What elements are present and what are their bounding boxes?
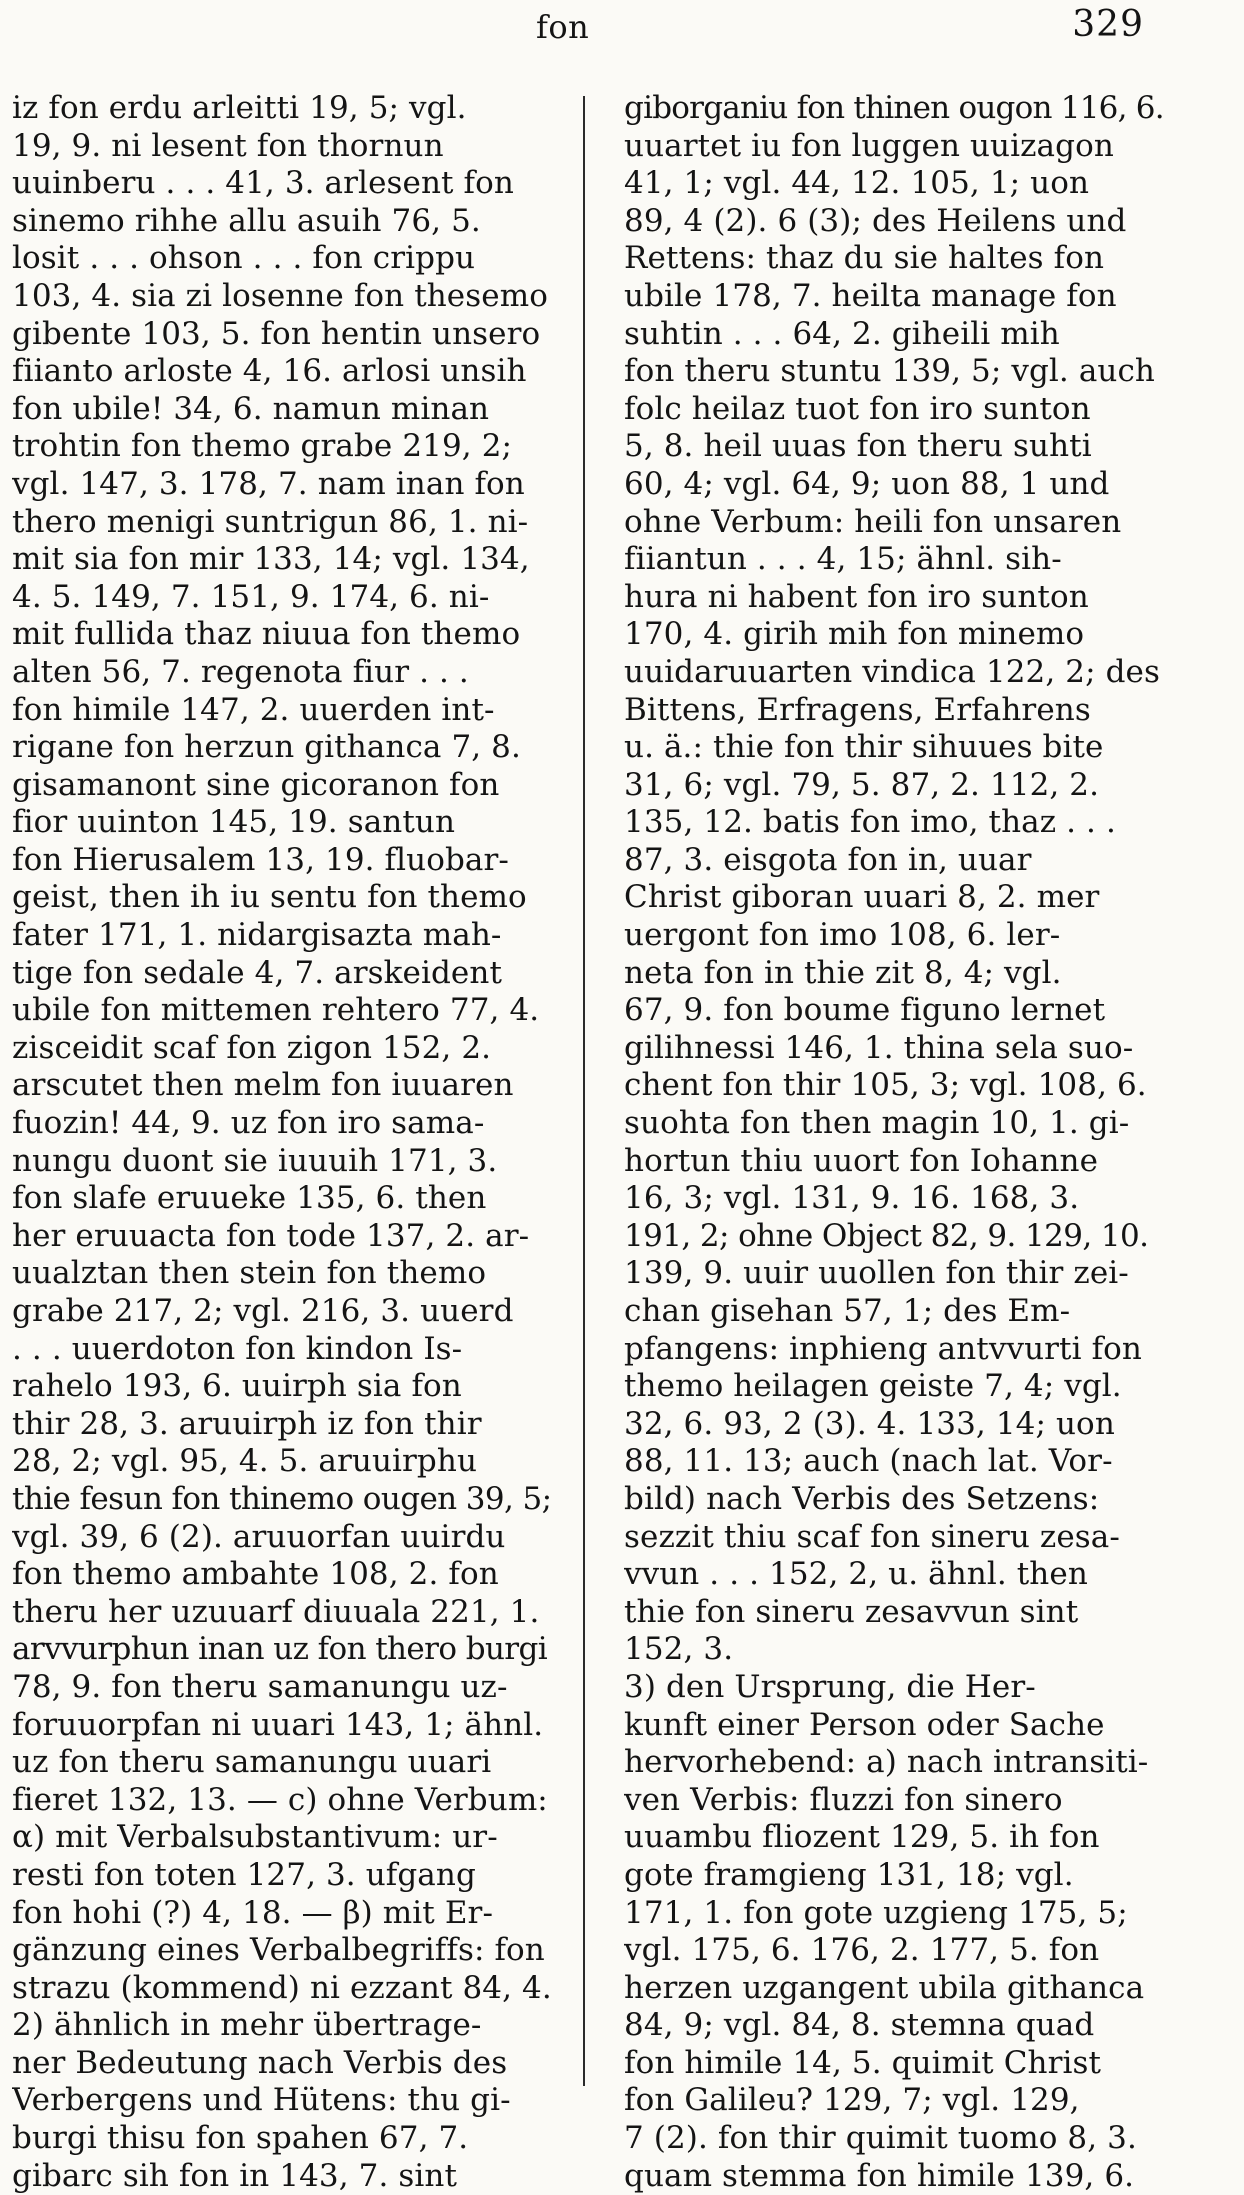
text-line: uuinberu . . . 41, 3. arlesent fon [12, 165, 514, 202]
text-line: fon ubile! 34, 6. namun minan [12, 390, 490, 427]
text-line: resti fon toten 127, 3. ufgang [12, 1856, 476, 1893]
page-number: 329 [1072, 4, 1144, 45]
text-line: gilihnessi 146, 1. thina sela suo- [624, 1029, 1134, 1066]
text-line: mit sia fon mir 133, 14; vgl. 134, [12, 541, 530, 578]
text-line: 170, 4. girih mih fon minemo [624, 616, 1085, 653]
text-line: folc heilaz tuot fon iro sunton [624, 390, 1091, 427]
text-line: fon himile 14, 5. quimit Christ [624, 2044, 1102, 2081]
text-line: Verbergens und Hütens: thu gi- [12, 2082, 511, 2119]
text-line: fior uuinton 145, 19. santun [12, 804, 456, 841]
text-line: losit . . . ohson . . . fon crippu [12, 240, 476, 277]
text-line: 84, 9; vgl. 84, 8. stemna quad [624, 2007, 1095, 2044]
text-line: rahelo 193, 6. uuirph sia fon [12, 1368, 462, 1405]
text-line: 191, 2; ohne Object 82, 9. 129, 10. [624, 1217, 1149, 1254]
text-line: suohta fon then magin 10, 1. gi- [624, 1105, 1130, 1142]
text-line: 4. 5. 149, 7. 151, 9. 174, 6. ni- [12, 578, 490, 615]
text-line: geist, then ih iu sentu fon themo [12, 879, 527, 916]
text-line: arvvurphun inan uz fon thero burgi [12, 1631, 548, 1668]
text-line: herzen uzgangent ubila githanca [624, 1969, 1145, 2006]
text-line: pfangens: inphieng antvvurti fon [624, 1330, 1142, 1367]
left-column [12, 90, 552, 2195]
text-line: ner Bedeutung nach Verbis des [12, 2044, 508, 2081]
text-line: vgl. 175, 6. 176, 2. 177, 5. fon [624, 1932, 1100, 1969]
text-line: 171, 1. fon gote uzgieng 175, 5; [624, 1894, 1128, 1931]
text-line: 139, 9. uuir uuollen fon thir zei- [624, 1255, 1129, 1292]
text-line: suhtin . . . 64, 2. giheili mih [624, 315, 1060, 352]
text-line: thero menigi suntrigun 86, 1. ni- [12, 503, 529, 540]
text-line: gote framgieng 131, 18; vgl. [624, 1856, 1074, 1893]
text-line: 135, 12. batis fon imo, thaz . . . [624, 804, 1116, 841]
text-line: uergont fon imo 108, 6. ler- [624, 917, 1061, 954]
text-line: fon Hierusalem 13, 19. fluobar- [12, 841, 509, 878]
text-line: zisceidit scaf fon zigon 152, 2. [12, 1029, 492, 1066]
text-line: 87, 3. eisgota fon in, uuar [624, 841, 1032, 878]
text-line: sezzit thiu scaf fon sineru zesa- [624, 1518, 1120, 1555]
text-line: fon theru stuntu 139, 5; vgl. auch [624, 353, 1155, 390]
text-line: theru her uzuuarf diuuala 221, 1. [12, 1593, 540, 1630]
text-line: gisamanont sine gicoranon fon [12, 766, 500, 803]
text-line: thie fon sineru zesavvun sint [624, 1593, 1079, 1630]
text-line: 32, 6. 93, 2 (3). 4. 133, 14; uon [624, 1405, 1115, 1442]
text-line: tige fon sedale 4, 7. arskeident [12, 954, 502, 991]
text-line: vgl. 39, 6 (2). aruuorfan uuirdu [12, 1518, 506, 1555]
text-line: uualztan then stein fon themo [12, 1255, 487, 1292]
text-line: foruuorpfan ni uuari 143, 1; ähnl. [12, 1706, 544, 1743]
text-line: 3) den Ursprung, die Her- [624, 1668, 1036, 1705]
text-line: hervorhebend: a) nach intransiti- [624, 1744, 1149, 1781]
text-line: 41, 1; vgl. 44, 12. 105, 1; uon [624, 165, 1090, 202]
text-line: Bittens, Erfragens, Erfahrens [624, 691, 1091, 728]
text-line: thir 28, 3. aruuirph iz fon thir [12, 1405, 482, 1442]
text-line: fon slafe eruueke 135, 6. then [12, 1180, 487, 1217]
text-line: Rettens: thaz du sie haltes fon [624, 240, 1105, 277]
text-line: . . . uuerdoton fon kindon Is- [12, 1330, 463, 1367]
text-line: u. ä.: thie fon thir sihuues bite [624, 729, 1104, 766]
text-line: alten 56, 7. regenota fiur . . . [12, 653, 469, 690]
text-line: iz fon erdu arleitti 19, 5; vgl. [12, 90, 467, 126]
text-line: fon Galileu? 129, 7; vgl. 129, [624, 2082, 1080, 2119]
text-line: quam stemma fon himile 139, 6. [624, 2157, 1135, 2194]
text-line: burgi thisu fon spahen 67, 7. [12, 2120, 469, 2157]
text-line: uuidaruuarten vindica 122, 2; des [624, 653, 1160, 690]
text-line: sinemo rihhe allu asuih 76, 5. [12, 202, 481, 239]
text-line: 19, 9. ni lesent fon thornun [12, 127, 444, 164]
text-line: ubile fon mittemen rehtero 77, 4. [12, 992, 540, 1029]
text-line: 67, 9. fon boume figuno lernet [624, 992, 1106, 1029]
text-line: giborganiu fon thinen ougon 116, 6. [624, 90, 1164, 126]
text-line: grabe 217, 2; vgl. 216, 3. uuerd [12, 1293, 514, 1329]
text-line: kunft einer Person oder Sache [624, 1706, 1105, 1743]
text-line: α) mit Verbalsubstantivum: ur- [12, 1819, 498, 1856]
text-line: fater 171, 1. nidargisazta mah- [12, 917, 502, 954]
text-line: vgl. 147, 3. 178, 7. nam inan fon [12, 465, 525, 502]
text-line: 152, 3. [624, 1631, 734, 1668]
text-line: themo heilagen geiste 7, 4; vgl. [624, 1368, 1122, 1405]
text-line: 7 (2). fon thir quimit tuomo 8, 3. [624, 2120, 1137, 2157]
text-line: uuambu fliozent 129, 5. ih fon [624, 1819, 1100, 1856]
text-line: 5, 8. heil uuas fon theru suhti [624, 428, 1092, 465]
running-head-word: fon [536, 8, 590, 46]
text-line: fon hohi (?) 4, 18. — β) mit Er- [12, 1894, 494, 1931]
text-line: ohne Verbum: heili fon unsaren [624, 503, 1122, 540]
text-line: fon himile 147, 2. uuerden int- [12, 691, 495, 728]
column-divider [583, 96, 585, 2086]
text-line: 2) ähnlich in mehr übertrage- [12, 2007, 482, 2044]
right-column [624, 90, 1164, 2195]
text-line: her eruuacta fon tode 137, 2. ar- [12, 1217, 530, 1254]
text-line: fuozin! 44, 9. uz fon iro sama- [12, 1105, 485, 1142]
text-line: 28, 2; vgl. 95, 4. 5. aruuirphu [12, 1443, 478, 1480]
text-line: ven Verbis: fluzzi fon sinero [624, 1781, 1063, 1818]
text-line: strazu (kommend) ni ezzant 84, 4. [12, 1969, 552, 2006]
text-line: hura ni habent fon iro sunton [624, 578, 1089, 615]
text-line: nungu duont sie iuuuih 171, 3. [12, 1142, 498, 1179]
text-line: fieret 132, 13. — c) ohne Verbum: [12, 1781, 548, 1818]
text-line: uz fon theru samanungu uuari [12, 1744, 492, 1781]
text-line: 89, 4 (2). 6 (3); des Heilens und [624, 202, 1127, 239]
text-line: gibente 103, 5. fon hentin unsero [12, 315, 541, 352]
text-line: 31, 6; vgl. 79, 5. 87, 2. 112, 2. [624, 766, 1100, 803]
text-line: arscutet then melm fon iuuaren [12, 1067, 514, 1104]
text-line: fiiantun . . . 4, 15; ähnl. sih- [624, 541, 1062, 578]
text-line: neta fon in thie zit 8, 4; vgl. [624, 954, 1062, 991]
text-line: thie fesun fon thinemo ougen 39, 5; [12, 1480, 552, 1517]
text-line: 88, 11. 13; auch (nach lat. Vor- [624, 1443, 1113, 1480]
text-line: gibarc sih fon in 143, 7. sint [12, 2157, 458, 2194]
text-line: chan gisehan 57, 1; des Em- [624, 1293, 1071, 1329]
text-line: bild) nach Verbis des Setzens: [624, 1480, 1100, 1517]
text-line: chent fon thir 105, 3; vgl. 108, 6. [624, 1067, 1147, 1104]
text-line: 60, 4; vgl. 64, 9; uon 88, 1 und [624, 465, 1110, 502]
text-line: vvun . . . 152, 2, u. ähnl. then [624, 1556, 1088, 1593]
text-line: 16, 3; vgl. 131, 9. 16. 168, 3. [624, 1180, 1080, 1217]
text-line: gänzung eines Verbalbegriffs: fon [12, 1932, 545, 1969]
text-line: uuartet iu fon luggen uuizagon [624, 127, 1114, 164]
text-line: Christ giboran uuari 8, 2. mer [624, 879, 1100, 916]
text-line: rigane fon herzun githanca 7, 8. [12, 729, 521, 766]
text-line: fiianto arloste 4, 16. arlosi unsih [12, 353, 527, 390]
text-line: fon themo ambahte 108, 2. fon [12, 1556, 499, 1593]
text-line: ubile 178, 7. heilta manage fon [624, 277, 1117, 314]
text-line: hortun thiu uuort fon Iohanne [624, 1142, 1099, 1179]
text-line: trohtin fon themo grabe 219, 2; [12, 428, 513, 465]
text-line: 78, 9. fon theru samanungu uz- [12, 1668, 508, 1705]
text-line: 103, 4. sia zi losenne fon thesemo [12, 277, 548, 314]
text-line: mit fullida thaz niuua fon themo [12, 616, 521, 653]
